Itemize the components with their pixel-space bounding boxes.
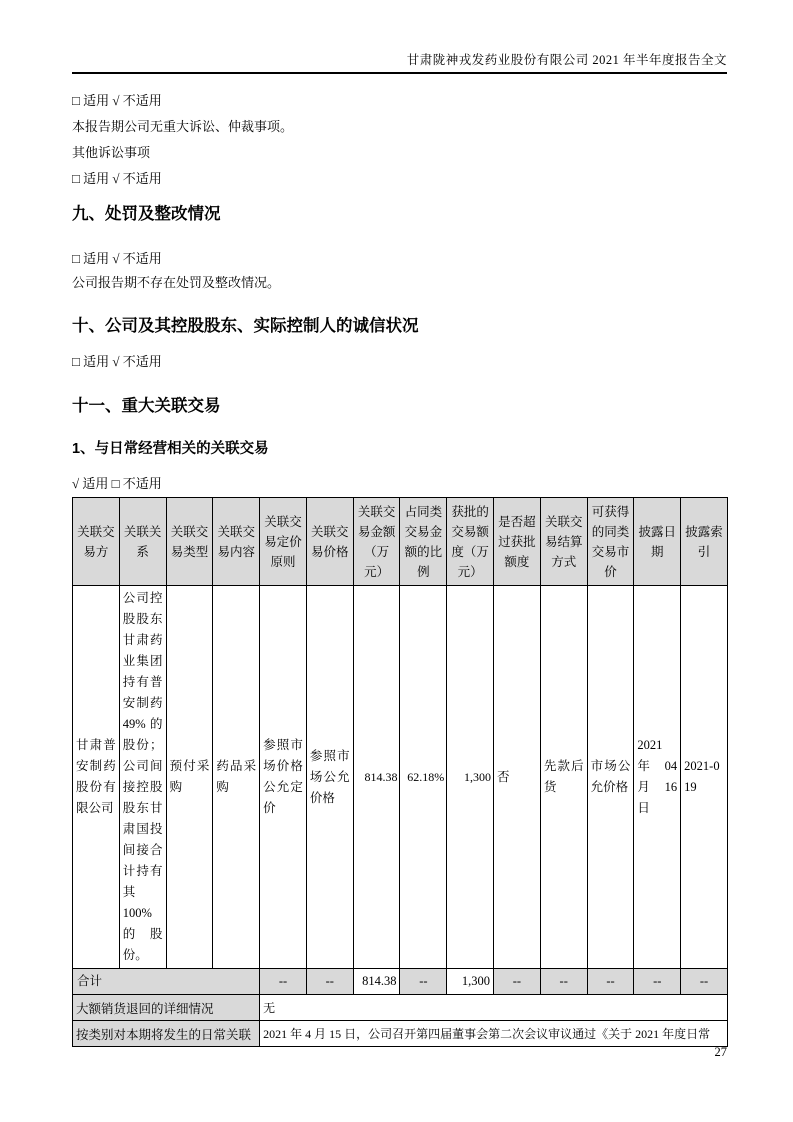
col-header-ratio: 占同类交易金额的比例 xyxy=(400,498,447,586)
col-header-market-price: 可获得的同类交易市价 xyxy=(587,498,634,586)
returns-label: 大额销货退回的详细情况 xyxy=(73,995,260,1021)
col-header-pricing-principle: 关联交易定价原则 xyxy=(260,498,307,586)
section-penalties-heading: 九、处罚及整改情况 xyxy=(72,205,221,223)
col-header-relationship: 关联关系 xyxy=(119,498,166,586)
total-row xyxy=(73,969,728,995)
related-transactions-table xyxy=(72,497,728,1047)
cell-ratio: 62.18% xyxy=(400,586,447,969)
cell-disclosure-index: 2021-019 xyxy=(681,586,728,969)
litigation-statement: 本报告期公司无重大诉讼、仲裁事项。 xyxy=(72,119,294,134)
transaction-row xyxy=(73,586,728,969)
plan-value: 2021 年 4 月 15 日，公司召开第四届董事会第二次会议审议通过《关于 2021 年度日常 xyxy=(260,1021,728,1047)
cell-relationship: 公司控股股东甘肃药业集团持有普安制药49%的股份；公司间接控股股东甘肃国投间接合计持有其100%的股份。 xyxy=(119,586,166,969)
plan-row xyxy=(73,1021,728,1047)
cell-amount: 814.38 xyxy=(353,586,400,969)
total-disclosure-index: -- xyxy=(681,969,728,995)
col-header-disclosure-date: 披露日期 xyxy=(634,498,681,586)
integrity-applicability: □ 适用 √ 不适用 xyxy=(72,354,162,369)
col-header-party: 关联交易方 xyxy=(73,498,120,586)
penalties-statement: 公司报告期不存在处罚及整改情况。 xyxy=(72,275,281,290)
total-market-price: -- xyxy=(587,969,634,995)
doc-header-title: 甘肃陇神戎发药业股份有限公司 2021 年半年度报告全文 xyxy=(406,53,727,67)
daily-related-transactions-subheading: 1、与日常经营相关的关联交易 xyxy=(72,441,269,457)
cell-type: 预付采购 xyxy=(166,586,213,969)
cell-content: 药品采购 xyxy=(213,586,260,969)
returns-row xyxy=(73,995,728,1021)
col-header-price: 关联交易价格 xyxy=(306,498,353,586)
col-header-amount: 关联交易金额（万元） xyxy=(353,498,400,586)
total-amount: 814.38 xyxy=(353,969,400,995)
col-header-settlement: 关联交易结算方式 xyxy=(540,498,587,586)
cell-price: 参照市场公允价格 xyxy=(306,586,353,969)
total-approved-quota: 1,300 xyxy=(447,969,494,995)
total-price: -- xyxy=(306,969,353,995)
plan-label: 按类别对本期将发生的日常关联 xyxy=(73,1021,260,1047)
col-header-approved-quota: 获批的交易额度（万元） xyxy=(447,498,494,586)
cell-pricing-principle: 参照市场价格公允定价 xyxy=(260,586,307,969)
col-header-type: 关联交易类型 xyxy=(166,498,213,586)
other-litigation-title: 其他诉讼事项 xyxy=(72,145,151,160)
total-pricing-principle: -- xyxy=(260,969,307,995)
total-ratio: -- xyxy=(400,969,447,995)
page-number: 27 xyxy=(714,1045,727,1059)
section-integrity-heading: 十、公司及其控股股东、实际控制人的诚信状况 xyxy=(72,317,419,335)
col-header-content: 关联交易内容 xyxy=(213,498,260,586)
returns-value: 无 xyxy=(260,995,728,1021)
cell-disclosure-date: 2021 年 04 月 16 日 xyxy=(634,586,681,969)
col-header-disclosure-index: 披露索引 xyxy=(681,498,728,586)
cell-over-quota: 否 xyxy=(494,586,541,969)
total-settlement: -- xyxy=(540,969,587,995)
other-litigation-applicability: □ 适用 √ 不适用 xyxy=(72,171,162,186)
related-transactions-applicability: √ 适用 □ 不适用 xyxy=(72,476,162,491)
col-header-over-quota: 是否超过获批额度 xyxy=(494,498,541,586)
litigation-applicability: □ 适用 √ 不适用 xyxy=(72,93,162,108)
penalties-applicability: □ 适用 √ 不适用 xyxy=(72,251,162,266)
header-rule xyxy=(72,72,727,74)
table-header-row xyxy=(73,498,728,586)
total-label: 合计 xyxy=(73,969,260,995)
section-related-transactions-heading: 十一、重大关联交易 xyxy=(72,397,221,415)
cell-market-price: 市场公允价格 xyxy=(587,586,634,969)
cell-approved-quota: 1,300 xyxy=(447,586,494,969)
cell-settlement: 先款后货 xyxy=(540,586,587,969)
cell-party: 甘肃普安制药股份有限公司 xyxy=(73,586,120,969)
total-over-quota: -- xyxy=(494,969,541,995)
total-disclosure-date: -- xyxy=(634,969,681,995)
